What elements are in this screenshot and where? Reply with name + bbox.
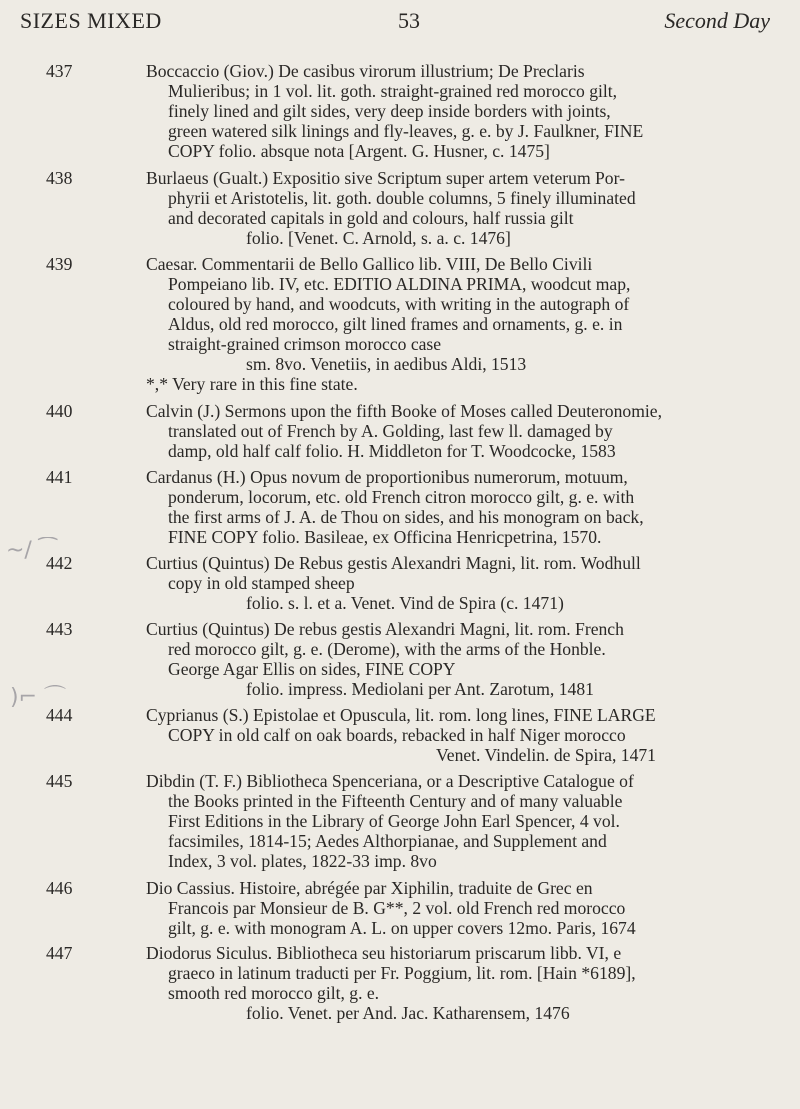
entry-line: straight-grained crimson morocco case (168, 334, 442, 354)
header-day: Second Day (664, 8, 770, 33)
lot-number: 447 (46, 943, 73, 963)
list-item (46, 61, 776, 161)
lot-number: 445 (46, 771, 73, 791)
entry-line: green watered silk linings and fly-leaves, g. e. by J. Faulkner, FINE (168, 121, 644, 141)
entry-line: George Agar Ellis on sides, FINE COPY (168, 659, 456, 679)
entry-line: Cyprianus (S.) Epistolae et Opuscula, lit. rom. long lines, FINE LARGE (146, 705, 656, 725)
entry-line: Curtius (Quintus) De Rebus gestis Alexandri Magni, lit. rom. Wodhull (146, 553, 641, 573)
list-item (46, 553, 776, 613)
entry-line: Mulieribus; in 1 vol. lit. goth. straight-grained red morocco gilt, (168, 81, 618, 101)
entry-line: phyrii et Aristotelis, lit. goth. double columns, 5 finely illuminated (168, 188, 636, 208)
list-item (46, 943, 776, 1023)
lot-number: 443 (46, 619, 73, 639)
lot-number: 441 (46, 467, 73, 487)
entry-line: smooth red morocco gilt, g. e. (168, 983, 380, 1003)
entry-line: and decorated capitals in gold and colours, half russia gilt (168, 208, 574, 228)
entry-line: Francois par Monsieur de B. G**, 2 vol. old French red morocco (168, 898, 626, 918)
lot-number: 446 (46, 878, 73, 898)
entry-line: coloured by hand, and woodcuts, with writing in the autograph of (168, 294, 630, 314)
entry-line: Boccaccio (Giov.) De casibus virorum illustrium; De Preclaris (146, 61, 585, 81)
entry-line: Pompeiano lib. IV, etc. EDITIO ALDINA PRIMA, woodcut map, (168, 274, 631, 294)
pencil-annotation-mark: )⌐ ⌒ (10, 685, 67, 710)
list-item (46, 705, 776, 765)
list-item (46, 619, 776, 699)
entry-note: *,* Very rare in this fine state. (146, 374, 358, 394)
entry-line: Calvin (J.) Sermons upon the fifth Booke of Moses called Deuteronomie, (146, 401, 662, 421)
lot-number: 437 (46, 61, 73, 81)
entry-line: Caesar. Commentarii de Bello Gallico lib. VIII, De Bello Civili (146, 254, 593, 274)
list-item (46, 878, 776, 938)
entry-line: sm. 8vo. Venetiis, in aedibus Aldi, 1513 (246, 354, 527, 374)
entry-line: translated out of French by A. Golding, last few ll. damaged by (168, 421, 613, 441)
entry-line: Aldus, old red morocco, gilt lined frames and ornaments, g. e. in (168, 314, 623, 334)
pencil-annotation-mark: ~/ ⁀ (6, 538, 57, 563)
entry-line: gilt, g. e. with monogram A. L. on upper covers 12mo. Paris, 1674 (168, 918, 636, 938)
entry-line: copy in old stamped sheep (168, 573, 355, 593)
header-section-title: SIZES MIXED (20, 8, 162, 33)
list-item (46, 467, 776, 547)
page-number: 53 (398, 8, 420, 33)
entry-line: folio. Venet. per And. Jac. Katharensem, 1476 (246, 1003, 570, 1023)
entry-line: COPY folio. absque nota [Argent. G. Husner, c. 1475] (168, 141, 550, 161)
entry-line: Burlaeus (Gualt.) Expositio sive Scriptum super artem veterum Por- (146, 168, 625, 188)
entry-line: folio. s. l. et a. Venet. Vind de Spira (c. 1471) (246, 593, 564, 613)
entry-line: Dio Cassius. Histoire, abrégée par Xiphilin, traduite de Grec en (146, 878, 593, 898)
lot-number: 442 (46, 553, 73, 573)
entry-line: Diodorus Siculus. Bibliotheca seu historiarum priscarum libb. VI, e (146, 943, 622, 963)
lot-number: 440 (46, 401, 73, 421)
entry-line: FINE COPY folio. Basileae, ex Officina Henricpetrina, 1570. (168, 527, 602, 547)
entry-line: the first arms of J. A. de Thou on sides, and his monogram on back, (168, 507, 644, 527)
list-item (46, 401, 776, 461)
entry-line: COPY in old calf on oak boards, rebacked in half Niger morocco (168, 725, 626, 745)
entry-line: Dibdin (T. F.) Bibliotheca Spenceriana, or a Descriptive Catalogue of (146, 771, 634, 791)
entry-line: Venet. Vindelin. de Spira, 1471 (436, 745, 656, 765)
entry-line: folio. impress. Mediolani per Ant. Zarotum, 1481 (246, 679, 594, 699)
list-item (46, 254, 776, 394)
entry-line: Index, 3 vol. plates, 1822-33 imp. 8vo (168, 851, 437, 871)
entry-line: damp, old half calf folio. H. Middleton for T. Woodcocke, 1583 (168, 441, 616, 461)
entry-line: Curtius (Quintus) De rebus gestis Alexandri Magni, lit. rom. French (146, 619, 624, 639)
entry-line: finely lined and gilt sides, very deep inside borders with joints, (168, 101, 611, 121)
entry-line: ponderum, locorum, etc. old French citron morocco gilt, g. e. with (168, 487, 635, 507)
lot-number: 439 (46, 254, 73, 274)
entry-line: graeco in latinum traducti per Fr. Poggium, lit. rom. [Hain *6189], (168, 963, 636, 983)
entry-line: Cardanus (H.) Opus novum de proportionibus numerorum, motuum, (146, 467, 628, 487)
list-item (46, 168, 776, 248)
entry-line: folio. [Venet. C. Arnold, s. a. c. 1476] (246, 228, 511, 248)
lot-number: 444 (46, 705, 73, 725)
list-item (46, 771, 776, 871)
lot-number: 438 (46, 168, 73, 188)
entry-line: First Editions in the Library of George John Earl Spencer, 4 vol. (168, 811, 620, 831)
entry-line: red morocco gilt, g. e. (Derome), with the arms of the Honble. (168, 639, 606, 659)
entry-line: the Books printed in the Fifteenth Century and of many valuable (168, 791, 623, 811)
entry-line: facsimiles, 1814-15; Aedes Althorpianae, and Supplement and (168, 831, 607, 851)
page-header (20, 8, 770, 36)
